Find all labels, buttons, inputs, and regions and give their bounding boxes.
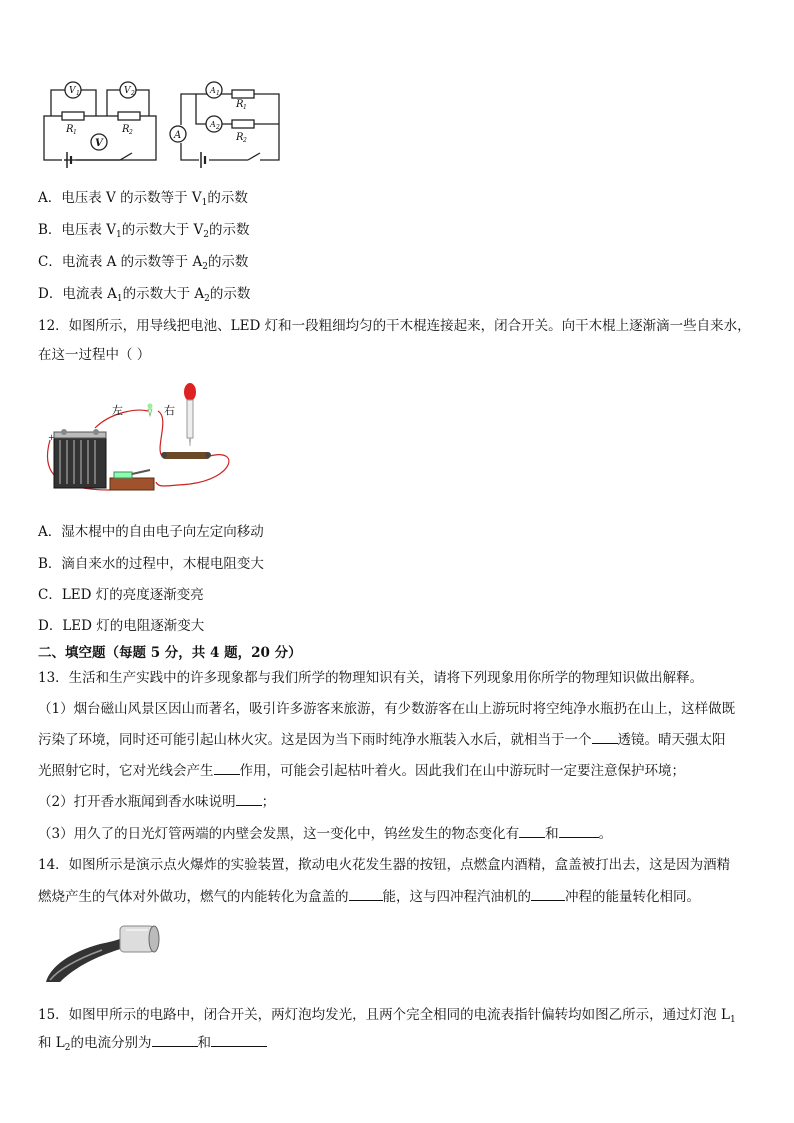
v1-sub: 1 <box>76 90 80 97</box>
q13-part3: （3）用久了的日光灯管两端的内壁会发黑，这一变化中，钨丝发生的物态变化有 和 。 <box>38 826 613 842</box>
answer-blank[interactable] <box>214 762 240 775</box>
r2-label-right: R <box>236 132 244 143</box>
q12-option-a: A．湿木棍中的自由电子向左定向移动 <box>38 524 264 540</box>
r2-sub-right: 2 <box>243 137 247 144</box>
answer-blank[interactable] <box>531 888 565 901</box>
answer-blank[interactable] <box>152 1034 198 1047</box>
a1-sub: 1 <box>216 90 220 97</box>
a2-label: A <box>210 120 216 129</box>
a2-sub: 2 <box>216 124 220 131</box>
answer-blank[interactable] <box>592 731 618 744</box>
r1-label-right: R <box>236 99 244 110</box>
led-circuit-figure-q12 <box>40 378 240 500</box>
q12-option-b: B．滴自来水的过程中，木棍电阻变大 <box>38 556 264 572</box>
answer-blank[interactable] <box>349 888 383 901</box>
r2-sub: 2 <box>129 129 133 136</box>
answer-blank[interactable] <box>236 793 262 806</box>
a1-label: A <box>210 86 216 95</box>
q15-line2: 和 $L_2$的电流分别为 和 <box>38 1031 267 1053</box>
q14-line1: 14．如图所示是演示点火爆炸的实验装置，揿动电火花发生器的按钮，点燃盒内酒精，盒盖被打出去，这是因为酒精 <box>38 857 731 873</box>
section-heading-fill-in: 二、填空题（每题 5 分，共 4 题，20 分） <box>38 645 302 661</box>
q13-stem: 13．生活和生产实践中的许多现象都与我们所学的物理知识有关，请将下列现象用你所学的物理知识做出解释。 <box>38 670 704 686</box>
answer-blank[interactable] <box>519 825 545 838</box>
r2-label: R <box>122 124 130 135</box>
q12-option-c: C．LED 灯的亮度逐渐变亮 <box>38 587 204 603</box>
q13-part1-line1: （1）烟台磁山风景区因山而著名，吸引许多游客来旅游，有少数游客在山上游玩时将空纯净水瓶扔在山上，这样做既 <box>38 701 736 717</box>
q12-stem-line2: 在这一过程中（ ） <box>38 347 151 363</box>
v2-sub: 2 <box>131 90 135 97</box>
answer-blank[interactable] <box>559 825 599 838</box>
circuit-figure-q11 <box>36 72 286 172</box>
fig-right-label: 右 <box>164 404 175 417</box>
q15-line1: 15．如图甲所示的电路中，闭合开关，两灯泡均发光，且两个完全相同的电流表指针偏转均如图乙所示，通过灯泡 $L_1$ <box>38 1007 736 1025</box>
q12-stem-line1: 12．如图所示，用导线把电池、LED 灯和一段粗细均匀的干木棍连接起来，闭合开关。向干木棍上逐渐滴一些自来水， <box>38 318 751 334</box>
q13-part1-line3: 光照射它时，它对光线会产生 作用，可能会引起枯叶着火。因此我们在山中游玩时一定要注意保护环境； <box>38 763 685 779</box>
q11-option-d: D．电流表 $A_1$的示数大于 $A_2$的示数 <box>38 286 251 304</box>
v2-label: V <box>124 86 131 96</box>
r1-sub: 1 <box>73 129 77 136</box>
q14-line2: 燃烧产生的气体对外做功，燃气的内能转化为盒盖的 能，这与四冲程汽油机的 冲程的能量转化相同。 <box>38 889 700 905</box>
ignition-apparatus-figure-q14 <box>40 912 170 990</box>
q11-option-b: B．电压表 $V_1$的示数大于 $V_2$的示数 <box>38 222 250 240</box>
a-label: A <box>174 130 182 141</box>
q11-option-a: A．电压表 V 的示数等于 $V_1$的示数 <box>38 190 248 208</box>
q13-part1-line2: 污染了环境，同时还可能引起山林火灾。这是因为当下雨时纯净水瓶装入水后，就相当于一个 透镜。晴天强太阳 <box>38 732 726 748</box>
r1-sub-right: 1 <box>243 104 247 111</box>
q12-option-d: D．LED 灯的电阻逐渐变大 <box>38 618 205 634</box>
r1-label: R <box>66 124 74 135</box>
v-label: V <box>95 138 103 149</box>
answer-blank[interactable] <box>211 1034 267 1047</box>
fig-left-label: 左 <box>112 404 123 417</box>
q11-option-c: C．电流表 A 的示数等于 $A_2$的示数 <box>38 254 249 272</box>
q13-part2: （2）打开香水瓶闻到香水味说明 ； <box>38 794 276 810</box>
svg-text:+: + <box>48 433 55 442</box>
v1-label: V <box>69 86 76 96</box>
